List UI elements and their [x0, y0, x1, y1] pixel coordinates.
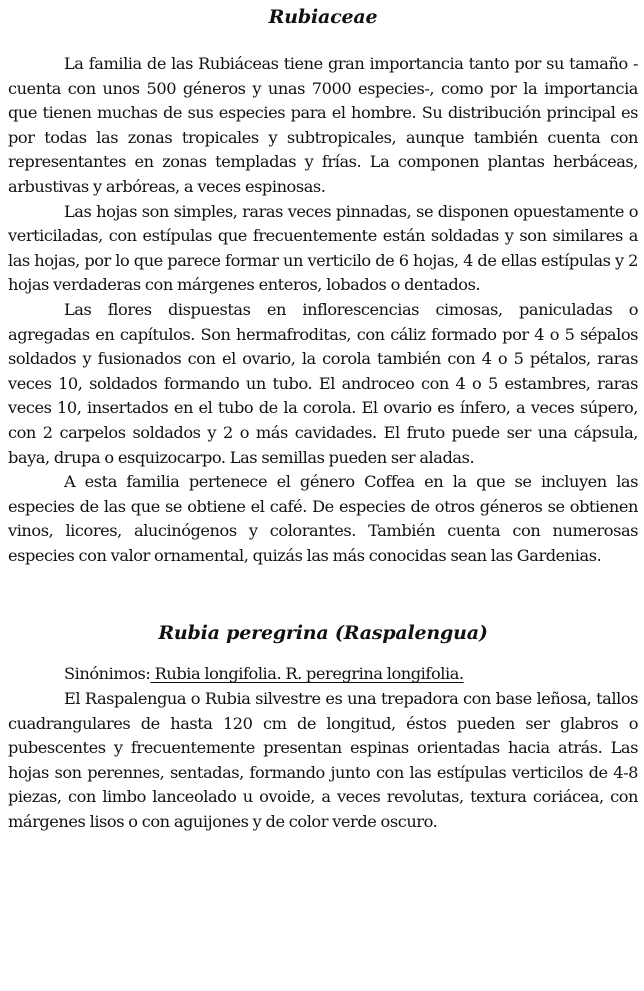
paragraph-leaves: Las hojas son simples, raras veces pinnadas, se disponen opuestamente o verticiladas, con estípulas que frecuentemente están soldadas y son similares a las hojas, por lo que parece formar un verticilo de 6 hojas, 4 de ellas estípulas y 2 hojas verdaderas con márgenes enteros, lobados o dentados.	[8, 201, 638, 295]
paragraph-coffea: A esta familia pertenece el género Coffea en la que se incluyen las especies de las que se obtiene el café. De especies de otros géneros se obtienen vinos, licores, alucinógenos y colorantes. También cuenta con numerosas especies con valor ornamental, quizás las más conocidas sean las Gardenias.	[8, 472, 638, 565]
synonyms-value: Rubia longifolia. R. peregrina longifolia.	[150, 664, 464, 684]
paragraph-flowers: Las flores dispuestas en inflorescencias cimosas, paniculadas o agregadas en capítulos. Son hermafroditas, con cáliz formado por 4 o 5 sépalos soldados y fusionados con el ovario, la corola también con 4 o 5 pétalos, raras veces 10, soldados formando un tubo. El androceo con 4 o 5 estambres, raras veces 10, insertados en el tubo de la corola. El ovario es ínfero, a veces súpero, con 2 carpelos soldados y 2 o más cavidades. El fruto puede ser una cápsula, baya, drupa o esquizocarpo. Las semillas pueden ser aladas.	[8, 299, 638, 467]
section-title-rubia-peregrina: Rubia peregrina (Raspalengua)	[158, 622, 488, 645]
synonyms-label: Sinónimos:	[64, 664, 151, 684]
section-title-rubiaceae: Rubiaceae	[268, 6, 378, 28]
synonyms-line	[8, 662, 638, 687]
paragraph-raspalengua-description: El Raspalengua o Rubia silvestre es una trepadora con base leñosa, tallos cuadrangulares de hasta 120 cm de longitud, éstos pueden ser glabros o pubescentes y frecuentemente presentan espinas orientadas hacia atrás. Las hojas son perennes, sentadas, formando junto con las estípulas verticilos de 4-8 piezas, con limbo lanceolado u ovoide, a veces revolutas, textura coriácea, con márgenes lisos o con aguijones y de color verde oscuro.	[8, 689, 638, 832]
paragraph-family-intro: La familia de las Rubiáceas tiene gran importancia tanto por su tamaño -cuenta con unos 500 géneros y unas 7000 especies-, como por la importancia que tienen muchas de sus especies para el hombre. Su distribución principal es por todas las zonas tropicales y subtropicales, aunque también cuenta con representantes en zonas templadas y frías. La componen plantas herbáceas, arbustivas y arbóreas, a veces espinosas.	[8, 54, 638, 196]
section-spacer	[8, 568, 638, 620]
